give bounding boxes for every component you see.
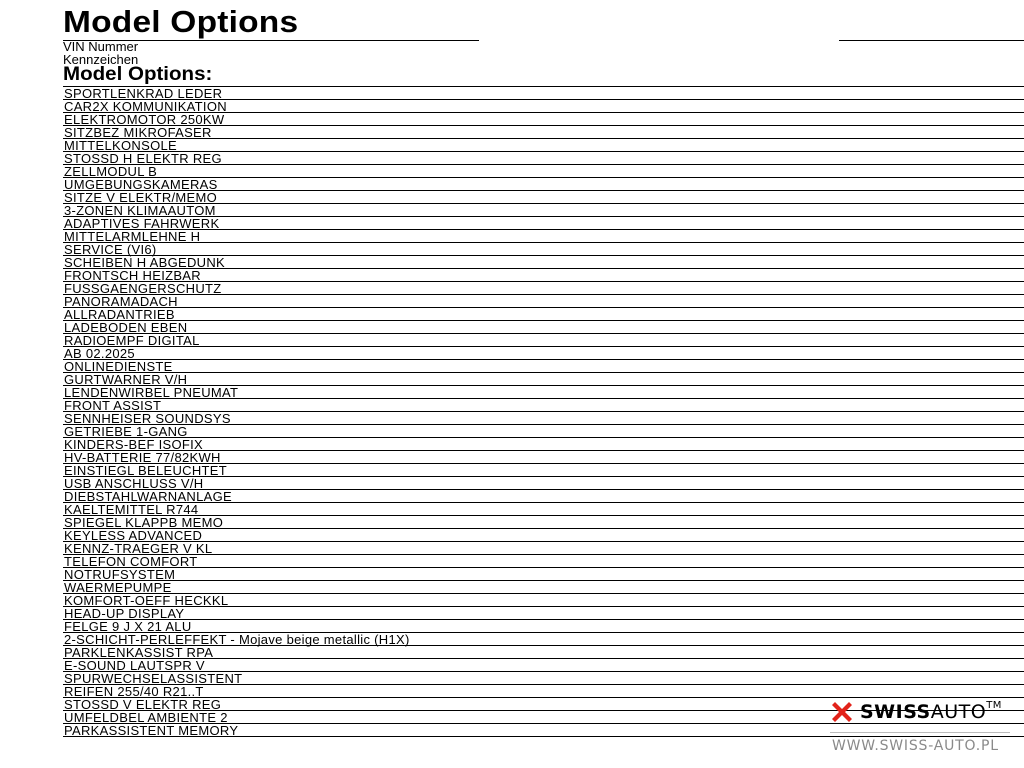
options-heading: Model Options: (63, 64, 213, 85)
option-row: FELGE 9 J X 21 ALU (63, 619, 1024, 632)
option-row: HV-BATTERIE 77/82KWH (63, 450, 1024, 463)
swiss-cross-icon (830, 700, 854, 724)
option-row: SPURWECHSELASSISTENT (63, 671, 1024, 684)
option-row: STOSSD V ELEKTR REG (63, 697, 1024, 710)
option-row: UMGEBUNGSKAMERAS (63, 177, 1024, 190)
option-row: AB 02.2025 (63, 346, 1024, 359)
logo-wordmark (860, 700, 1002, 724)
option-row: SERVICE (VI6) (63, 242, 1024, 255)
swiss-auto-logo (830, 700, 1002, 724)
option-row: USB ANSCHLUSS V/H (63, 476, 1024, 489)
option-row: KAELTEMITTEL R744 (63, 502, 1024, 515)
option-row: FRONT ASSIST (63, 398, 1024, 411)
option-row: SCHEIBEN H ABGEDUNK (63, 255, 1024, 268)
logo-part-auto: AUTO (930, 701, 987, 723)
logo-divider (830, 732, 1010, 733)
option-row: PANORAMADACH (63, 294, 1024, 307)
option-row: MITTELKONSOLE (63, 138, 1024, 151)
option-row: TELEFON COMFORT (63, 554, 1024, 567)
option-row: HEAD-UP DISPLAY (63, 606, 1024, 619)
option-row: SPIEGEL KLAPPB MEMO (63, 515, 1024, 528)
option-row: PARKASSISTENT MEMORY (63, 723, 1024, 737)
option-row: RADIOEMPF DIGITAL (63, 333, 1024, 346)
option-row: ADAPTIVES FAHRWERK (63, 216, 1024, 229)
option-row: UMFELDBEL AMBIENTE 2 (63, 710, 1024, 723)
option-row: SITZBEZ MIKROFASER (63, 125, 1024, 138)
option-row: KOMFORT-OEFF HECKKL (63, 593, 1024, 606)
option-row: 3-ZONEN KLIMAAUTOM (63, 203, 1024, 216)
option-row: DIEBSTAHLWARNANLAGE (63, 489, 1024, 502)
website-url: WWW.SWISS-AUTO.PL (832, 738, 999, 754)
logo-part-swiss: SWISS (860, 701, 931, 723)
option-row: NOTRUFSYSTEM (63, 567, 1024, 580)
title-underline-right (839, 40, 1024, 41)
option-row: REIFEN 255/40 R21..T (63, 684, 1024, 697)
option-row: SENNHEISER SOUNDSYS (63, 411, 1024, 424)
option-row: LENDENWIRBEL PNEUMAT (63, 385, 1024, 398)
option-row: GURTWARNER V/H (63, 372, 1024, 385)
option-row: GETRIEBE 1-GANG (63, 424, 1024, 437)
option-row: KINDERS-BEF ISOFIX (63, 437, 1024, 450)
kennzeichen-label: Kennzeichen (63, 52, 139, 67)
page-title: Model Options (63, 4, 299, 39)
option-row: ZELLMODUL B (63, 164, 1024, 177)
option-row: PARKLENKASSIST RPA (63, 645, 1024, 658)
option-row: 2-SCHICHT-PERLEFFEKT - Mojave beige metallic (H1X) (63, 632, 1024, 645)
option-row: WAERMEPUMPE (63, 580, 1024, 593)
option-row: ELEKTROMOTOR 250KW (63, 112, 1024, 125)
logo-trademark: TM (986, 700, 1002, 711)
option-row: STOSSD H ELEKTR REG (63, 151, 1024, 164)
option-row: CAR2X KOMMUNIKATION (63, 99, 1024, 112)
option-row: SITZE V ELEKTR/MEMO (63, 190, 1024, 203)
option-row: SPORTLENKRAD LEDER (63, 86, 1024, 99)
option-row: MITTELARMLEHNE H (63, 229, 1024, 242)
options-list (63, 86, 1024, 737)
option-row: KEYLESS ADVANCED (63, 528, 1024, 541)
vin-label: VIN Nummer (63, 39, 139, 54)
option-row: EINSTIEGL BELEUCHTET (63, 463, 1024, 476)
option-row: E-SOUND LAUTSPR V (63, 658, 1024, 671)
option-row: ONLINEDIENSTE (63, 359, 1024, 372)
option-row: FUSSGAENGERSCHUTZ (63, 281, 1024, 294)
option-row: FRONTSCH HEIZBAR (63, 268, 1024, 281)
option-row: KENNZ-TRAEGER V KL (63, 541, 1024, 554)
option-row: ALLRADANTRIEB (63, 307, 1024, 320)
option-row: LADEBODEN EBEN (63, 320, 1024, 333)
